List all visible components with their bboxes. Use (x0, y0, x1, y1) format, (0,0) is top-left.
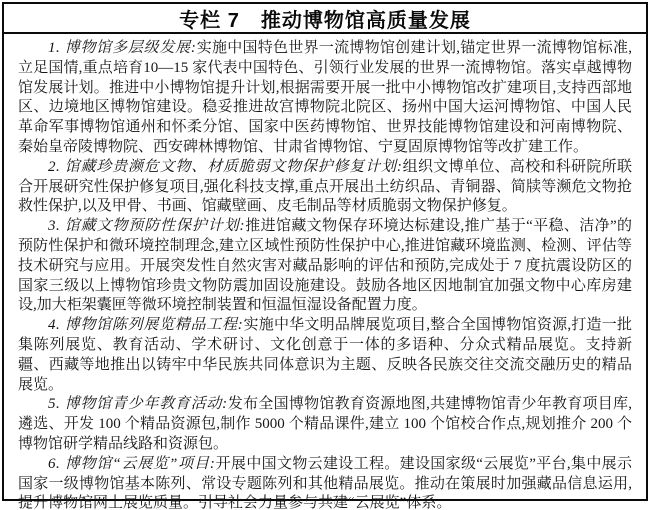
paragraph-3-heading: 3. 馆藏文物预防性保护计划: (48, 218, 245, 235)
paragraph-4 (18, 316, 632, 395)
column-panel (2, 2, 648, 510)
paragraph-3-text: 推进馆藏文物保存环境达标建设,推广基于“平稳、洁净”的预防性保护和微环境控制理念,建立区域性预防性保护中心,推进馆藏环境监测、检测、评估等技术研究与应用。开展突发性自然灾害对藏品影响的评估和预防,完成处于 7 度抗震设防区的国家三级以上博物馆珍贵文物防震加固设施建设。鼓励各地区因地制宜加强文物中心库房建设,加大柜架囊匣等微环境控制装置和恒温恒湿设备配置力度。 (18, 218, 632, 314)
paragraph-1 (18, 39, 632, 158)
paragraph-6 (18, 455, 632, 510)
panel-title: 专栏 7 推动博物馆高质量发展 (4, 4, 646, 34)
paragraph-3 (18, 217, 632, 316)
paragraph-5-heading: 5. 博物馆青少年教育活动: (48, 396, 228, 413)
paragraph-2 (18, 158, 632, 217)
paragraph-2-heading: 2. 馆藏珍贵濒危文物、材质脆弱文物保护修复计划: (48, 158, 403, 175)
paragraph-6-text: 开展中国文物云建设工程。建设国家级“云展览”平台,集中展示国家一级博物馆基本陈列、常设专题陈列和其他精品展览。推动在策展时加强藏品信息运用,提升博物馆网上展览质量。引导社会力量参与共建“云展览”体系。 (18, 455, 632, 510)
paragraph-1-text: 实施中国特色世界一流博物馆创建计划,锚定世界一流博物馆标准,立足国情,重点培育10—15 家代表中国特色、引领行业发展的世界一流博物馆。落实卓越博物馆发展计划。推进中小博物馆提升计划,根据需要开展一批中小博物馆改扩建项目,支持西部地区、边境地区博物馆建设。稳妥推进故宫博物院北院区、扬州中国大运河博物馆、中国人民革命军事博物馆通州和怀柔分馆、国家中医药博物馆、世界技能博物馆建设和河南博物院、秦始皇帝陵博物院、西安碑林博物馆、甘肃省博物馆、宁夏固原博物馆等改扩建工作。 (18, 40, 632, 155)
paragraph-2-text: 组织文博单位、高校和科研院所联合开展研究性保护修复项目,强化科技支撑,重点开展出土纺织品、青铜器、简牍等濒危文物抢救性保护,以及甲骨、书画、馆藏壁画、皮毛制品等材质脆弱文物保护修复。 (18, 158, 632, 215)
panel-body (4, 34, 646, 510)
paragraph-4-heading: 4. 博物馆陈列展览精品工程: (48, 317, 244, 334)
paragraph-4-text: 实施中华文明品牌展览项目,整合全国博物馆资源,打造一批集陈列展览、教育活动、学术研讨、文化创意于一体的多语种、分众式精品展览。支持新疆、西藏等地推出以铸牢中华民族共同体意识为主题、反映各民族交往交流交融历史的精品展览。 (18, 317, 632, 393)
paragraph-6-heading: 6. 博物馆“云展览”项目: (48, 455, 216, 472)
paragraph-5-text: 发布全国博物馆教育资源地图,共建博物馆青少年教育项目库,遴选、开发 100 个精品资源包,制作 5000 个精品课件,建立 100 个馆校合作点,规划推介 200 个博物馆研学精品线路和资源包。 (18, 396, 632, 452)
paragraph-5 (18, 395, 632, 454)
paragraph-1-heading: 1. 博物馆多层级发展: (48, 40, 197, 56)
